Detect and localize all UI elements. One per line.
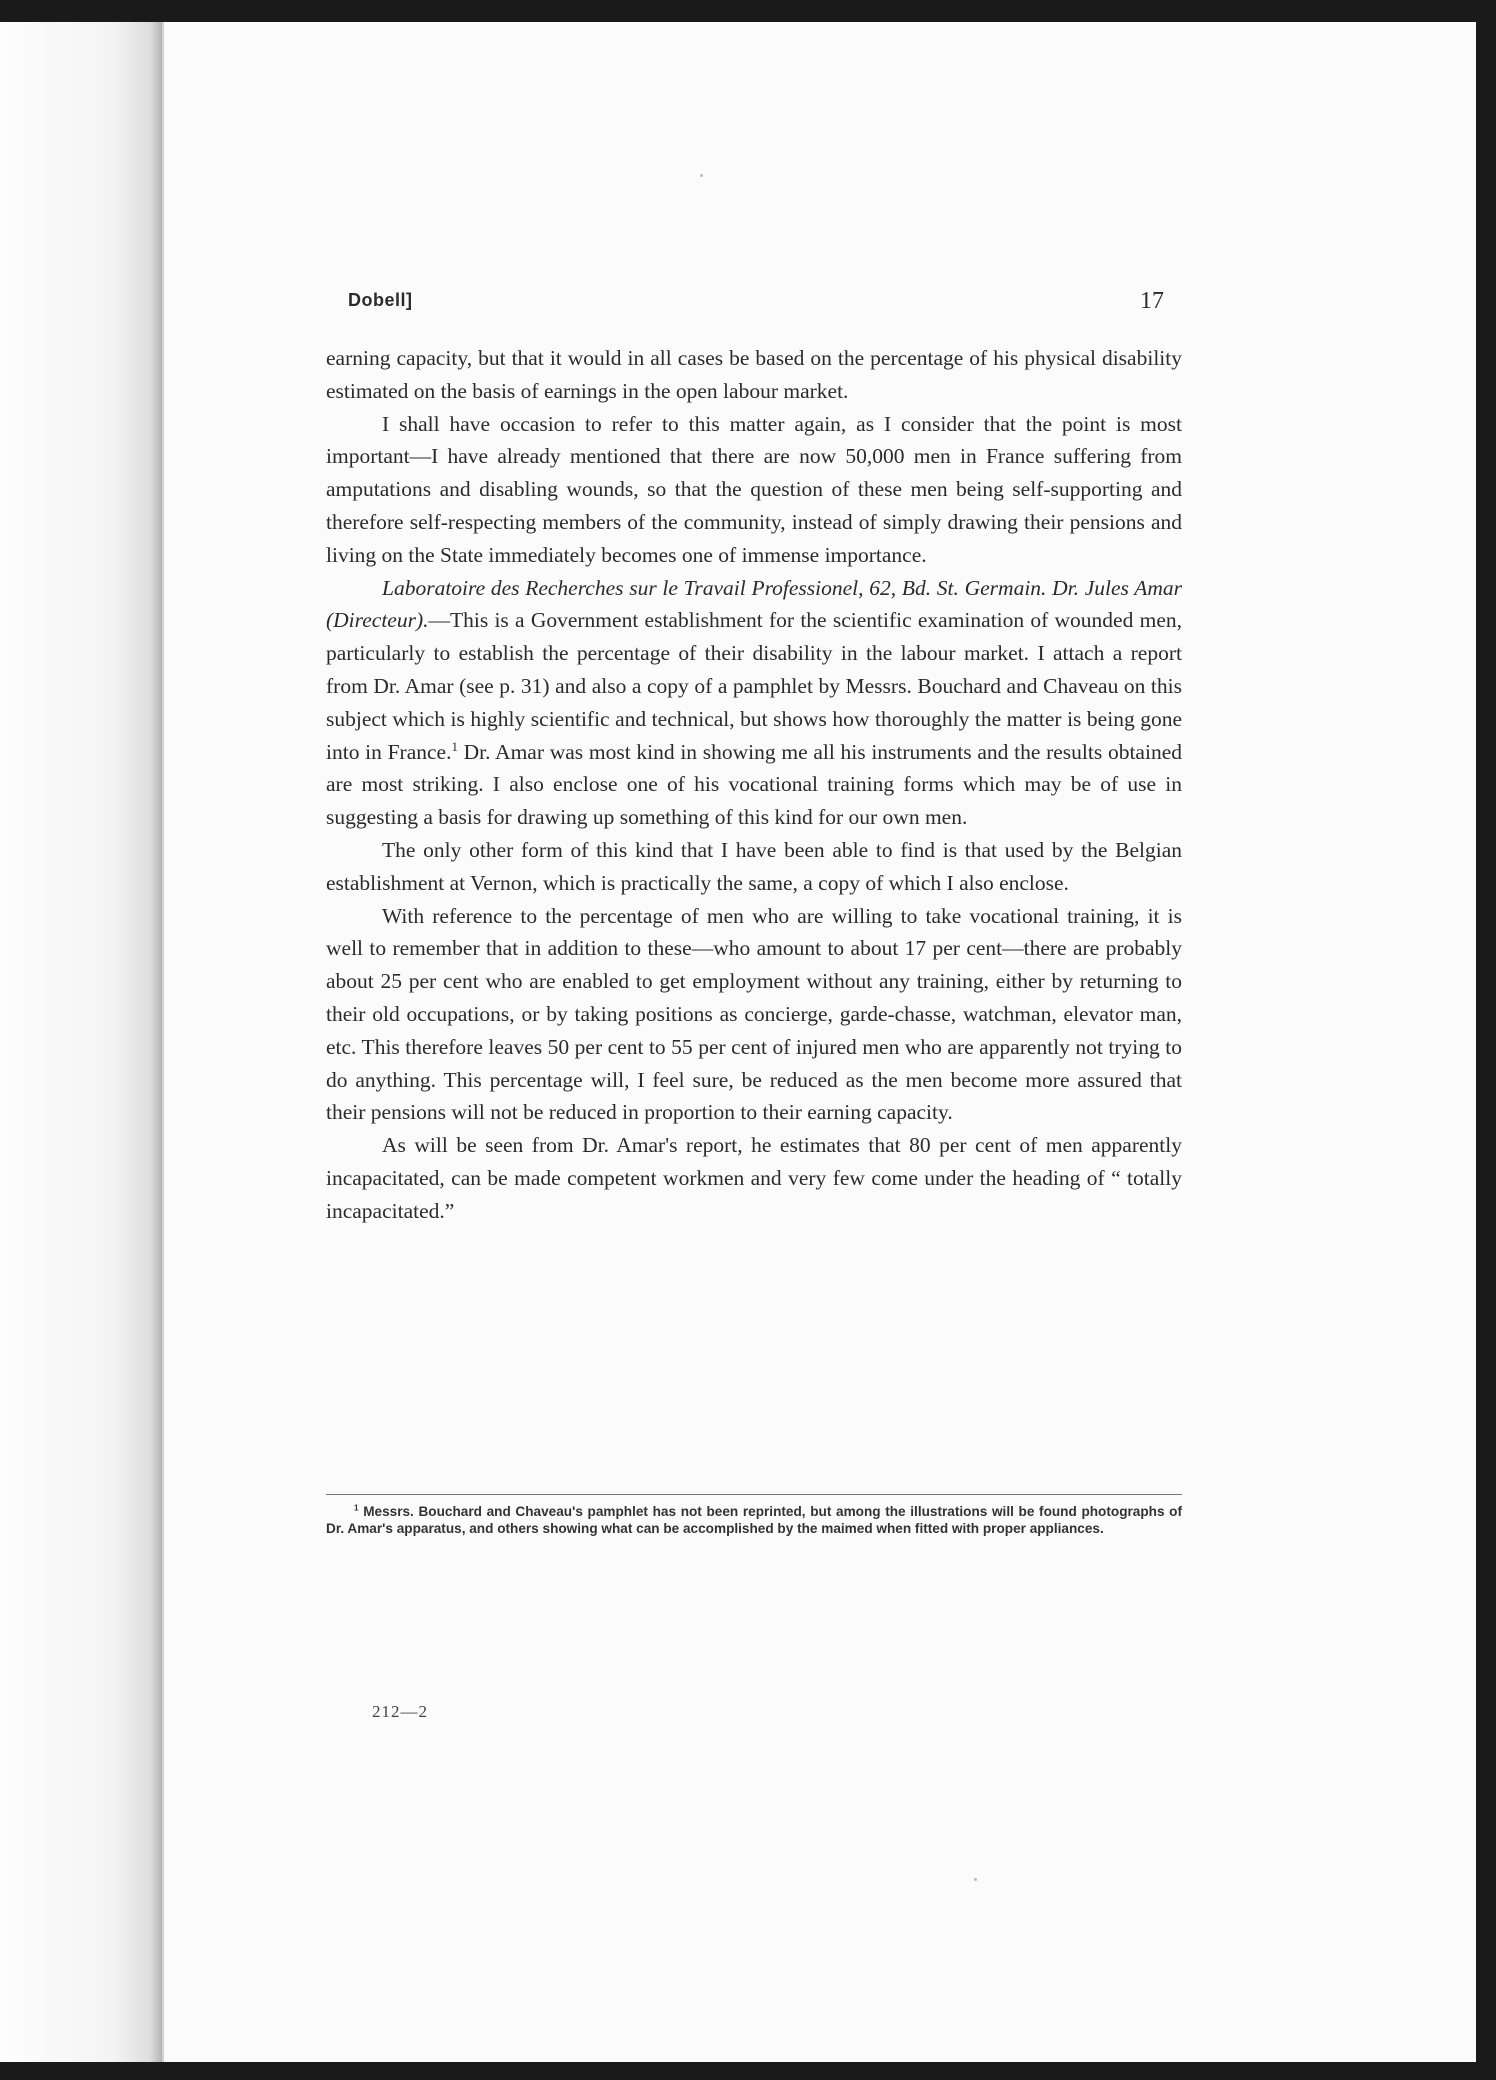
signature-mark: 212—2 bbox=[372, 1702, 428, 1721]
paragraph-5: With reference to the percentage of men who are willing to take vocational training, it is well to remember that in addition to these—who amount to about 17 per cent—there are probably about 25 per cent who are enabled to get employment without any training, either by returning to their old occupations, or by taking positions as concierge, garde-chasse, watchman, elevator man, etc. This therefore leaves 50 per cent to 55 per cent of injured men who are apparently not trying to do anything. This percentage will, I feel sure, be reduced as the men become more assured that their pensions will not be reduced in proportion to their earning capacity. bbox=[326, 903, 1182, 1125]
institution-heading: Laboratoire des Recherches sur le Travail Professionel, 62, Bd. St. Germain. Dr. Jules Amar (Directeur). bbox=[326, 575, 1182, 633]
running-head-author: Dobell] bbox=[348, 290, 413, 310]
page-gutter bbox=[0, 22, 162, 2062]
paragraph-3-text-end: Dr. Amar was most kind in showing me all his instruments and the results obtained are most striking. I also enclose one of his vocational training forms which may be of use in suggesting a basis for drawing up something of this kind for our own men. bbox=[326, 739, 1182, 830]
page-number: 17 bbox=[1140, 288, 1164, 314]
footnote-marker: 1 bbox=[354, 1503, 359, 1513]
paragraph-6: As will be seen from Dr. Amar's report, he estimates that 80 per cent of men apparently incapacitated, can be made competent workmen and very few come under the heading of “ totally incapacitated.” bbox=[326, 1133, 1182, 1223]
footnote bbox=[326, 1503, 1182, 1537]
paragraph-1: earning capacity, but that it would in all cases be based on the percentage of his physical disability estimated on the basis of earnings in the open labour market. bbox=[326, 346, 1182, 403]
body-text bbox=[326, 342, 1182, 1228]
footnote-reference: 1 bbox=[451, 739, 458, 754]
speck bbox=[974, 1878, 977, 1881]
paragraph-3 bbox=[326, 572, 1182, 834]
speck bbox=[700, 174, 703, 177]
paragraph-3-text: —This is a Government establishment for the scientific examination of wounded men, particularly to establish the percentage of their disability in the labour market. I attach a report from Dr. Amar (see p. 31) and also a copy of a pamphlet by Messrs. Bouchard and Chaveau on this subject which is highly scientific and technical, but shows how thoroughly the matter is being gone into in France. bbox=[326, 608, 1182, 764]
footnote-rule bbox=[326, 1494, 1182, 1495]
paragraph-2: I shall have occasion to refer to this matter again, as I consider that the point is most important—I have already mentioned that there are now 50,000 men in France suffering from amputations and disabling wounds, so that the question of these men being self-supporting and therefore self-respecting members of the community, instead of simply drawing their pensions and living on the State immediately becomes one of immense importance. bbox=[326, 411, 1182, 567]
paragraph-4: The only other form of this kind that I have been able to find is that used by the Belgian establishment at Vernon, which is practically the same, a copy of which I also enclose. bbox=[326, 837, 1182, 895]
footnote-text: Messrs. Bouchard and Chaveau's pamphlet has not been reprinted, but among the illustrations will be found photographs of Dr. Amar's apparatus, and others showing what can be accomplished by the maimed when fitted with proper appliances. bbox=[326, 1504, 1182, 1536]
page-edge-shadow bbox=[150, 22, 164, 2062]
